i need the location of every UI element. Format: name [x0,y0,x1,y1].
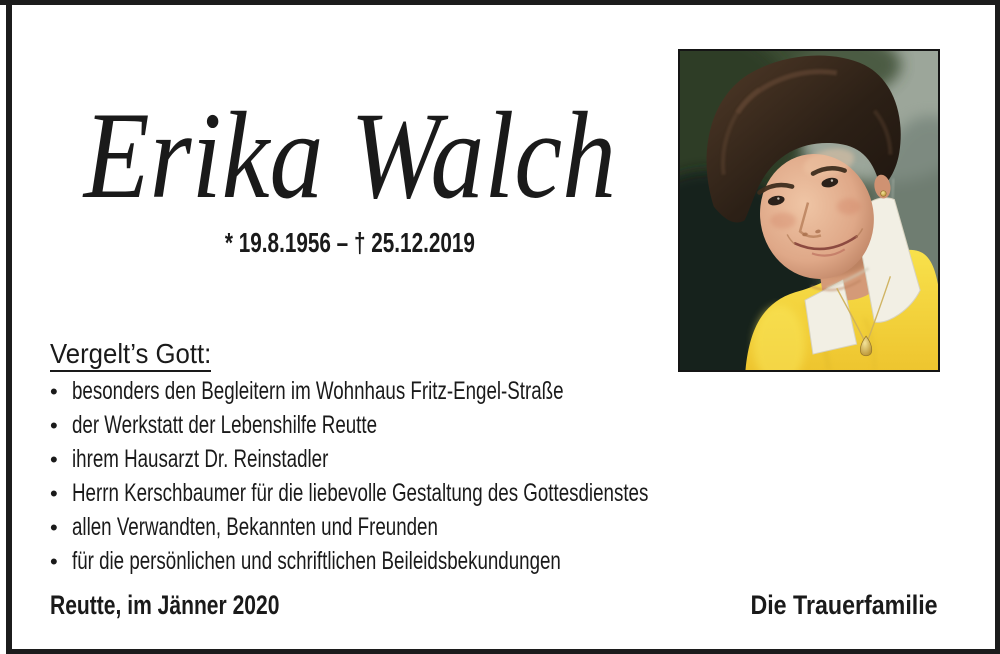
bullet-icon: • [50,515,58,540]
bullet-icon: • [50,549,58,574]
bullet-icon: • [50,379,58,404]
bullet-icon: • [50,413,58,438]
page-title [10,87,690,224]
place-date: Reutte, im Jänner 2020 [50,590,280,620]
list-item: • ihrem Hausarzt Dr. Reinstadler [50,442,840,476]
thanks-list [50,374,840,578]
thanks-heading: Vergelt’s Gott: [50,340,225,372]
deceased-name: Erika Walch [83,87,617,224]
life-dates: * 19.8.1956 – † 25.12.2019 [224,227,476,258]
portrait-photo [678,49,940,372]
bullet-icon: • [50,481,58,506]
footer-row [50,591,938,621]
signature: Die Trauerfamilie [750,590,938,620]
list-item: • der Werkstatt der Lebenshilfe Reutte [50,408,840,442]
list-item: • besonders den Begleitern im Wohnhaus Fritz-Engel-Straße [50,374,840,408]
list-item: • für die persönlichen und schriftlichen Beileidsbekundungen [50,544,840,578]
bullet-icon: • [50,447,58,472]
card-frame-corner [0,0,13,5]
portrait-illustration [680,51,938,370]
list-item: • allen Verwandten, Bekannten und Freunden [50,510,840,544]
list-item: • Herrn Kerschbaumer für die liebevolle Gestaltung des Gottesdienstes [50,476,840,510]
